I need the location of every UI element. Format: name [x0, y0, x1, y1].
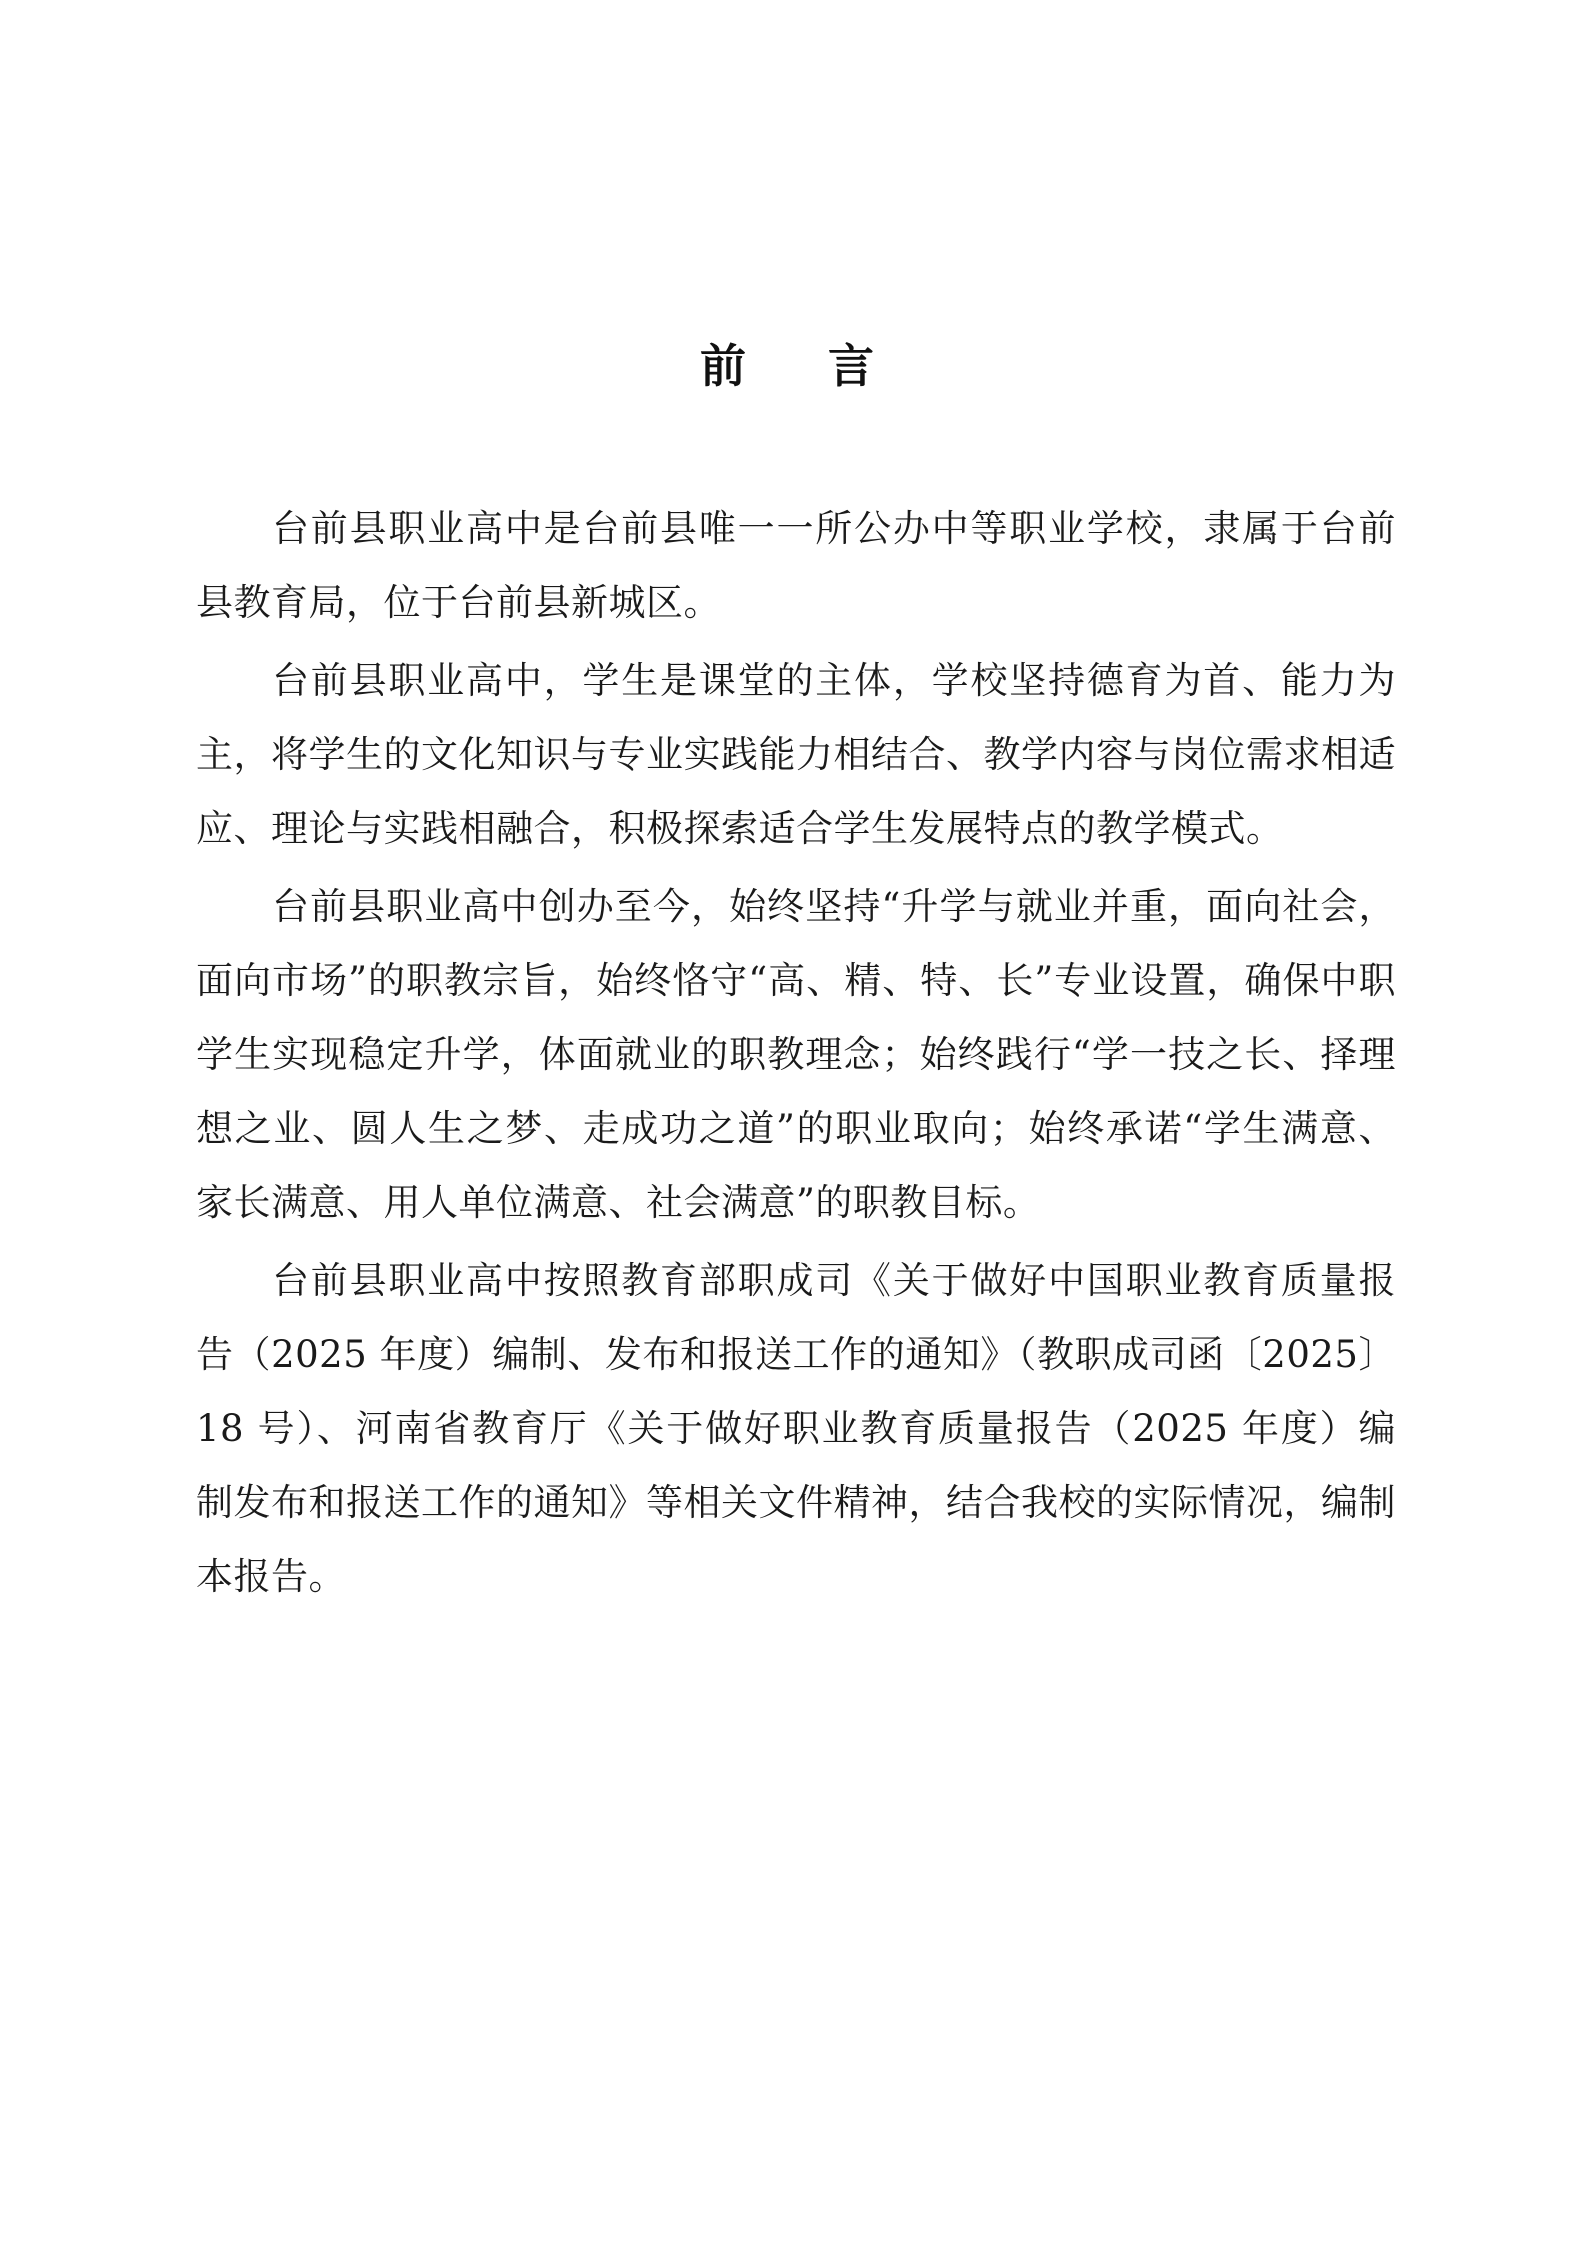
page-title: 前 言	[700, 339, 892, 393]
paragraph: 台前县职业高中按照教育部职成司《关于做好中国职业教育质量报告（2025 年度）编制、发布和报送工作的通知》（教职成司函〔2025〕18 号）、河南省教育厅《关于做好职业教育质量报告（2025 年度）编制发布和报送工作的通知》等相关文件精神，结合我校的实际情况，编制本报告。	[196, 1259, 1396, 1598]
paragraph: 台前县职业高中是台前县唯一一所公办中等职业学校，隶属于台前县教育局，位于台前县新城区。	[196, 507, 1396, 624]
document-body	[196, 330, 1396, 1618]
paragraph: 台前县职业高中，学生是课堂的主体，学校坚持德育为首、能力为主，将学生的文化知识与专业实践能力相结合、教学内容与岗位需求相适应、理论与实践相融合，积极探索适合学生发展特点的教学模式。	[196, 659, 1396, 850]
paragraph: 台前县职业高中创办至今，始终坚持“升学与就业并重，面向社会，面向市场”的职教宗旨，始终恪守“高、精、特、长”专业设置，确保中职学生实现稳定升学，体面就业的职教理念；始终践行“学一技之长、择理想之业、圆人生之梦、走成功之道”的职业取向；始终承诺“学生满意、家长满意、用人单位满意、社会满意”的职教目标。	[196, 885, 1396, 1224]
